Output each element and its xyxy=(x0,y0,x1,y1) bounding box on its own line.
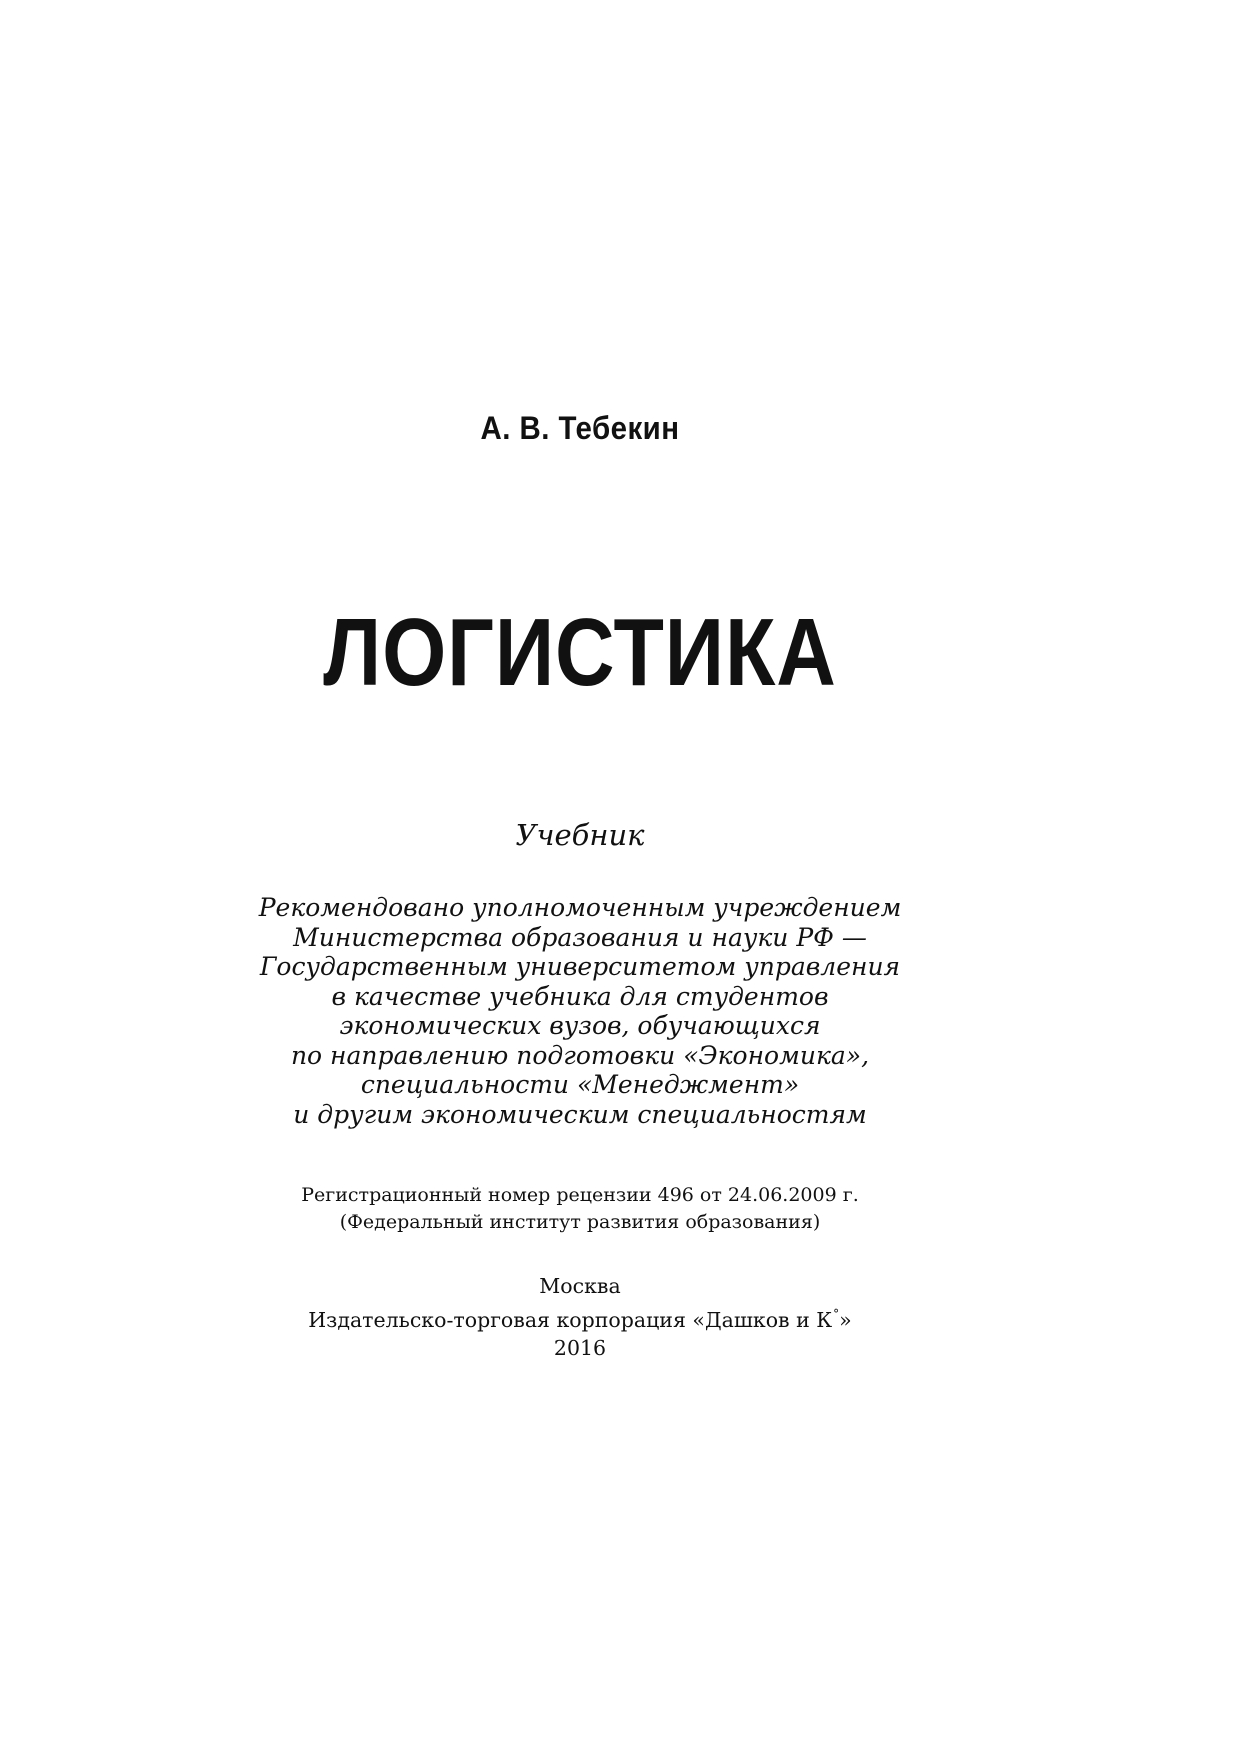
registration-info xyxy=(0,1182,1160,1236)
publisher-name xyxy=(0,1300,1160,1334)
book-title: ЛОГИСТИКА xyxy=(323,599,837,706)
publisher-closing-quote: » xyxy=(839,1308,852,1332)
recommendation-line: Рекомендовано уполномоченным учреждением xyxy=(258,893,902,922)
author-name: А. В. Тебекин xyxy=(480,410,680,446)
publisher-name-text: Издательско-торговая корпорация «Дашков и К xyxy=(308,1308,833,1332)
imprint xyxy=(0,1272,1160,1362)
publication-year: 2016 xyxy=(553,1336,607,1360)
recommendation-line: и другим экономическим специальностям xyxy=(293,1099,867,1129)
publication-city: Москва xyxy=(539,1274,621,1298)
registration-number: Регистрационный номер рецензии 496 от 24.06.2009 г. xyxy=(301,1184,859,1206)
book-type: Учебник xyxy=(515,818,645,852)
recommendation-line: Министерства образования и науки РФ — xyxy=(293,922,867,952)
recommendation-line: по направлению подготовки «Экономика», xyxy=(290,1040,870,1070)
registration-institute: (Федеральный институт развития образования) xyxy=(339,1211,821,1233)
recommendation-line: Государственным университетом управления xyxy=(259,952,901,981)
recommendation-text xyxy=(0,893,1160,1129)
recommendation-line: экономических вузов, обучающихся xyxy=(339,1011,821,1040)
recommendation-line: специальности «Менеджмент» xyxy=(360,1070,800,1099)
recommendation-line: в качестве учебника для студентов xyxy=(331,981,829,1011)
publisher-degree-mark: ° xyxy=(833,1307,840,1321)
